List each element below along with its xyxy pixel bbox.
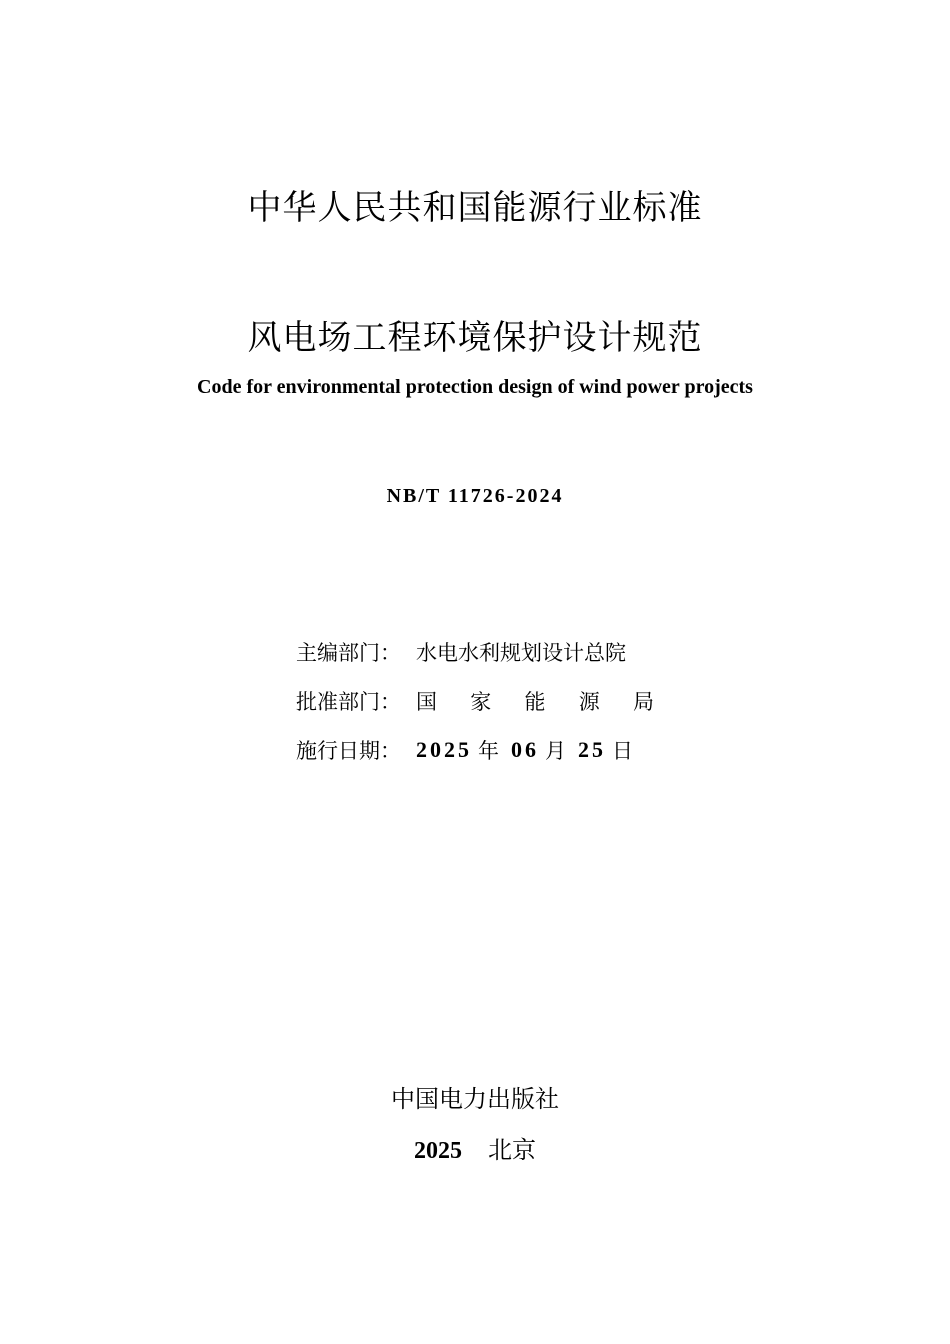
approver-char: 局 [633,689,654,714]
effective-date-value [416,735,645,765]
approver-char: 源 [578,689,600,714]
date-day-unit: 日 [612,738,633,763]
approver-char: 家 [470,689,492,714]
series-title: 中华人民共和国能源行业标准 [247,188,703,228]
approver-label: 批准部门： [296,689,401,714]
approver-row [296,676,696,725]
issuance-info [296,627,696,774]
publication-year: 2025 [414,1138,462,1164]
effective-date-label: 施行日期： [296,738,401,763]
effective-date-row [296,725,696,774]
standard-number: NB/T 11726-2024 [386,485,564,507]
document-title-zh: 风电场工程环境保护设计规范 [247,318,703,358]
publication-city: 北京 [488,1136,536,1164]
date-month-unit: 月 [545,738,566,763]
approver-char: 能 [524,689,546,714]
date-year-unit: 年 [478,738,499,763]
editor-value: 水电水利规划设计总院 [416,640,626,665]
approver-value [416,686,654,716]
publication-year-place [0,1133,950,1168]
date-day: 25 [578,736,606,762]
approver-char: 国 [416,689,437,714]
date-year: 2025 [416,736,472,762]
date-month: 06 [511,736,539,762]
editor-label: 主编部门： [296,640,401,665]
document-title-en: Code for environmental protection design of wind power projects [197,376,753,398]
publisher-name: 中国电力出版社 [391,1085,559,1113]
editor-row [296,627,696,676]
